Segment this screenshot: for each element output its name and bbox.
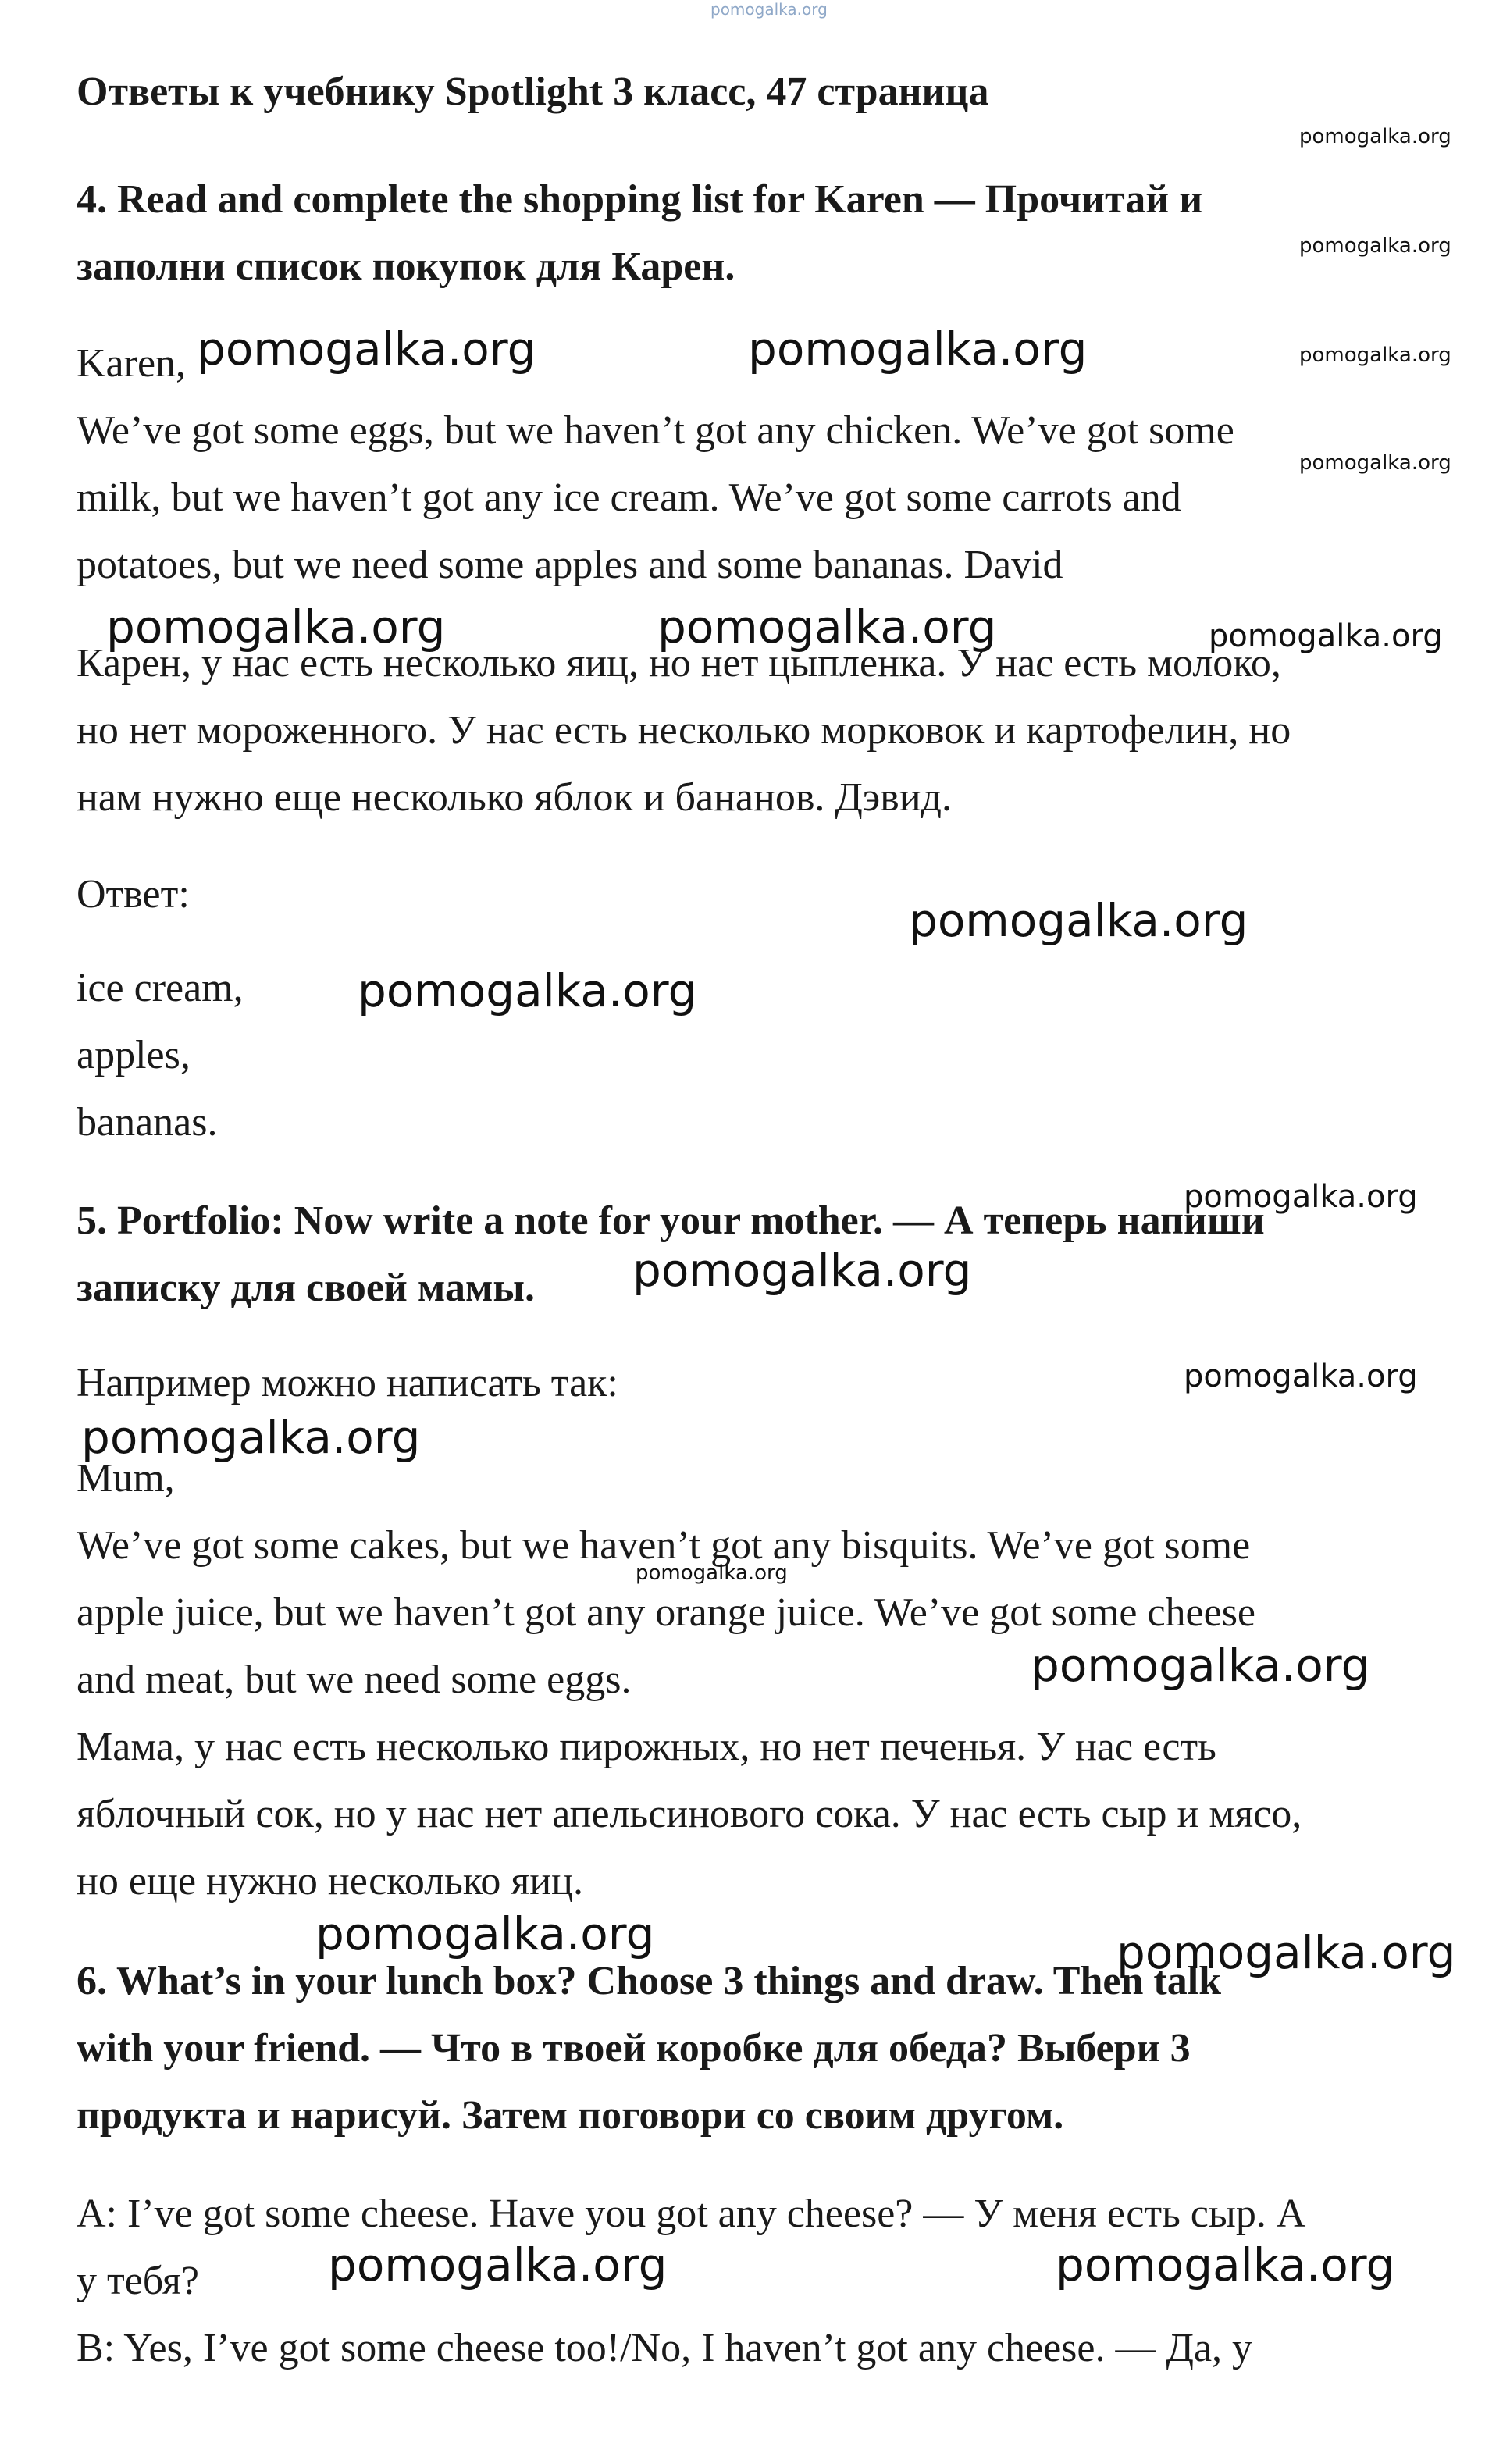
task-5-text-line: яблочный сок, но у нас нет апельсинового сока. У нас есть сыр и мясо, [77,1792,1302,1836]
task-6-heading-line-3: продукта и нарисуй. Затем поговори со своим другом. [77,2093,1064,2138]
watermark: pomogalka.org [81,1411,421,1464]
watermark: pomogalka.org [909,894,1248,947]
task-4-text-line: potatoes, but we need some apples and some bananas. David [77,543,1063,587]
task-4-text-line: We’ve got some eggs, but we haven’t got any chicken. We’ve got some [77,408,1234,453]
task-5-text-line: но еще нужно несколько яиц. [77,1859,584,1903]
task-6-heading-line-2: with your friend. — Что в твоей коробке для обеда? Выбери 3 [77,2026,1191,2071]
watermark: pomogalka.org [632,1244,972,1297]
watermark: pomogalka.org [1299,234,1451,258]
answer-item: ice cream, [77,966,244,1010]
answer-item: apples, [77,1033,191,1077]
task-5-heading-line-1: 5. Portfolio: Now write a note for your mother. — А теперь напиши [77,1198,1265,1243]
task-5-text-line: Mum, [77,1456,175,1501]
watermark: pomogalka.org [358,964,697,1017]
task-5-text-line: apple juice, but we haven’t got any orange juice. We’ve got some cheese [77,1590,1256,1635]
watermark: pomogalka.org [1299,125,1451,148]
task-5-text-line: Мама, у нас есть несколько пирожных, но нет печенья. У нас есть [77,1725,1216,1769]
task-5-text-line: and meat, but we need some eggs. [77,1658,632,1702]
watermark: pomogalka.org [657,600,997,653]
task-4-text-line: milk, but we haven’t got any ice cream. We’ve got some carrots and [77,475,1181,520]
site-watermark-top: pomogalka.org [710,0,828,19]
watermark: pomogalka.org [328,2238,668,2291]
watermark: pomogalka.org [636,1561,788,1585]
task-6-dialog-line: у тебя? [77,2259,199,2303]
task-5-intro: Например можно написать так: [77,1361,618,1405]
watermark: pomogalka.org [1184,1179,1418,1215]
watermark: pomogalka.org [1056,2238,1395,2291]
task-6-heading-line-1: 6. What’s in your lunch box? Choose 3 things and draw. Then talk [77,1959,1222,2003]
watermark: pomogalka.org [197,322,536,376]
watermark: pomogalka.org [1299,344,1451,367]
task-4-text-line: но нет мороженного. У нас есть несколько морковок и картофелин, но [77,708,1291,753]
watermark: pomogalka.org [106,600,446,653]
watermark: pomogalka.org [1031,1639,1370,1692]
task-4-text-line: Карен, у нас есть несколько яиц, но нет цыпленка. У нас есть молоко, [77,641,1281,685]
watermark: pomogalka.org [1299,451,1451,475]
answer-label: Ответ: [77,872,190,917]
task-4-text-line: Karen, [77,341,187,386]
answer-item: bananas. [77,1100,218,1145]
watermark: pomogalka.org [315,1907,655,1960]
watermark: pomogalka.org [1184,1358,1418,1394]
task-4-heading-line-1: 4. Read and complete the shopping list for Karen — Прочитай и [77,177,1203,222]
task-5-heading-line-2: записку для своей мамы. [77,1266,535,1310]
task-6-dialog-line: A: I’ve got some cheese. Have you got any cheese? — У меня есть сыр. А [77,2192,1306,2236]
task-5-text-line: We’ve got some cakes, but we haven’t got any bisquits. We’ve got some [77,1523,1251,1568]
page-title: Ответы к учебнику Spotlight 3 класс, 47 страница [77,69,989,114]
task-4-text-line: нам нужно еще несколько яблок и бананов. Дэвид. [77,775,952,820]
watermark: pomogalka.org [1116,1926,1456,1979]
task-6-dialog-line: B: Yes, I’ve got some cheese too!/No, I haven’t got any cheese. — Да, у [77,2326,1253,2370]
watermark: pomogalka.org [748,322,1088,376]
watermark: pomogalka.org [1209,618,1443,654]
task-4-heading-line-2: заполни список покупок для Карен. [77,244,735,289]
